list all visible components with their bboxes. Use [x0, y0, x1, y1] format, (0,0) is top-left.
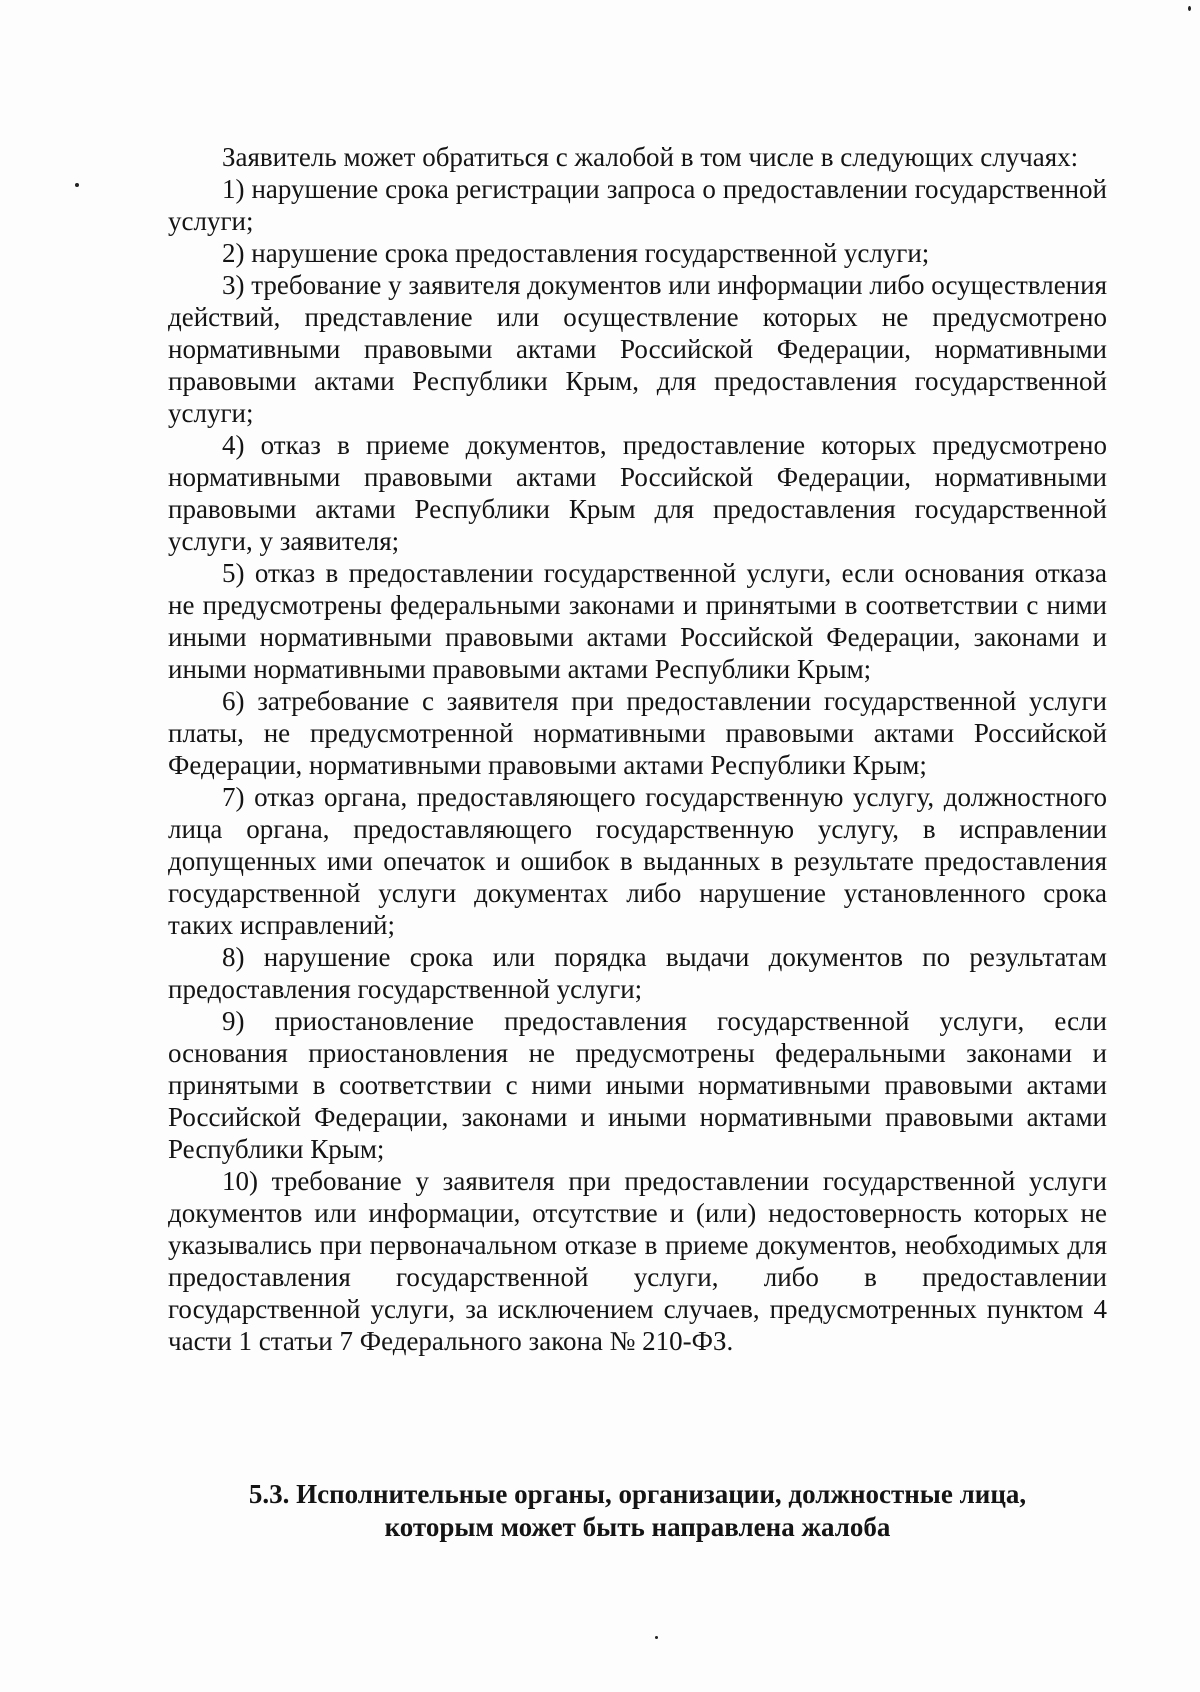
intro-paragraph: Заявитель может обратиться с жалобой в том числе в следующих случаях:	[222, 142, 1079, 172]
document-body	[168, 141, 1107, 1357]
section-heading	[168, 1478, 1107, 1544]
scan-speck-top-right	[1188, 6, 1191, 11]
scan-speck-left	[75, 183, 79, 187]
list-item-8: 8) нарушение срока или порядка выдачи документов по результатам предоставления государственной услуги;	[168, 942, 1107, 1004]
list-item-2: 2) нарушение срока предоставления государственной услуги;	[222, 238, 930, 268]
section-heading-line-1: 5.3. Исполнительные органы, организации, должностные лица,	[248, 1479, 1027, 1509]
scan-speck-bottom	[655, 1636, 658, 1639]
list-item-10: 10) требование у заявителя при предоставлении государственной услуги документов или информации, отсутствие и (или) недостоверность которых не указывались при первоначальном отказе в приеме документов, необходимых для предоставления государственной услуги, либо в предоставлении государственной услуги, за исключением случаев, предусмотренных пунктом 4 части 1 статьи 7 Федерального закона № 210-ФЗ.	[168, 1166, 1107, 1356]
list-item-1: 1) нарушение срока регистрации запроса о предоставлении государственной услуги;	[168, 174, 1107, 236]
list-item-7: 7) отказ органа, предоставляющего государственную услугу, должностного лица органа, предоставляющего государственную услугу, в исправлении допущенных ими опечаток и ошибок в выданных в результате предоставления государственной услуги документах либо нарушение установленного срока таких исправлений;	[168, 782, 1107, 940]
list-item-3: 3) требование у заявителя документов или информации либо осуществления действий, представление или осуществление которых не предусмотрено нормативными правовыми актами Российской Федерации, нормативными правовыми актами Республики Крым, для предоставления государственной услуги;	[168, 270, 1107, 428]
list-item-4: 4) отказ в приеме документов, предоставление которых предусмотрено нормативными правовыми актами Российской Федерации, нормативными правовыми актами Республики Крым для предоставления государственной услуги, у заявителя;	[168, 430, 1107, 556]
list-item-9: 9) приостановление предоставления государственной услуги, если основания приостановления не предусмотрены федеральными законами и принятыми в соответствии с ними иными нормативными правовыми актами Российской Федерации, законами и иными нормативными правовыми актами Республики Крым;	[168, 1006, 1107, 1164]
list-item-6: 6) затребование с заявителя при предоставлении государственной услуги платы, не предусмотренной нормативными правовыми актами Российской Федерации, нормативными правовыми актами Республики Крым;	[168, 686, 1107, 780]
list-item-5: 5) отказ в предоставлении государственной услуги, если основания отказа не предусмотрены федеральными законами и принятыми в соответствии с ними иными нормативными правовыми актами Российской Федерации, законами и иными нормативными правовыми актами Республики Крым;	[168, 558, 1107, 684]
section-heading-line-2: которым может быть направлена жалоба	[384, 1512, 891, 1542]
